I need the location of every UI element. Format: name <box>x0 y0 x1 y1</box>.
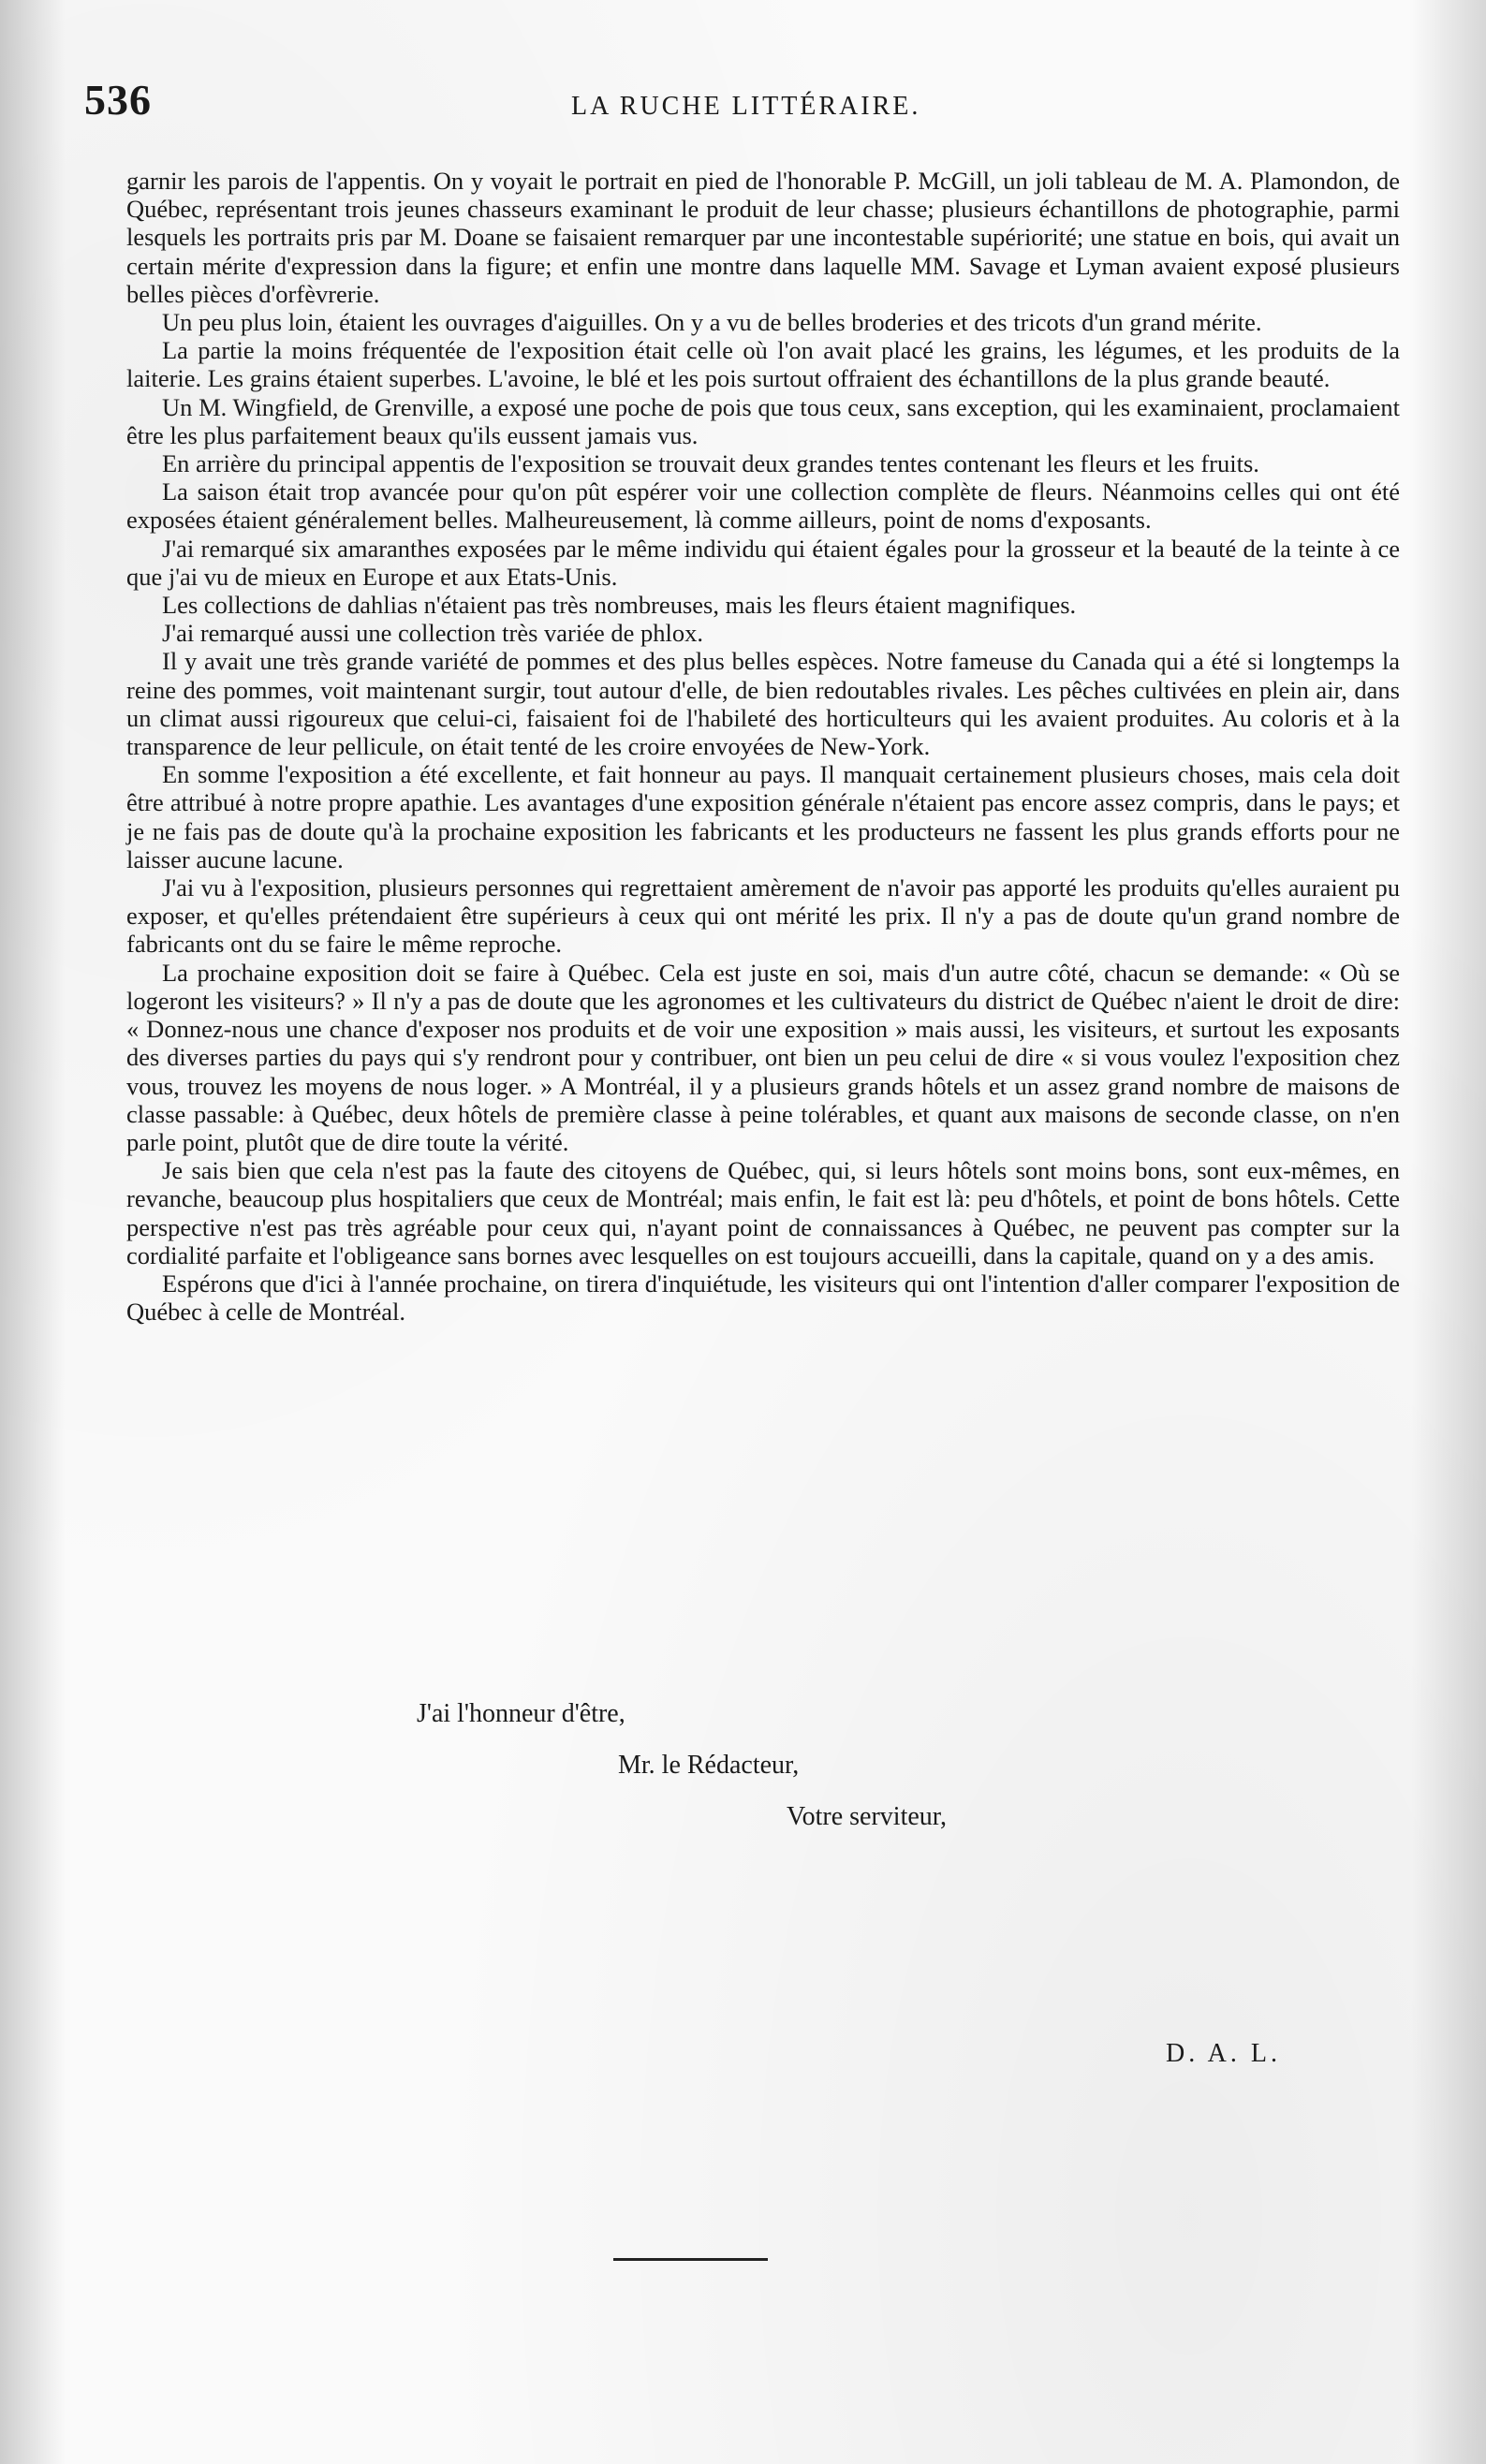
page-number: 536 <box>84 76 152 124</box>
paragraph: Un peu plus loin, étaient les ouvrages d'aiguilles. On y a vu de belles broderies et des tricots d'un grand mérite. <box>162 308 1262 337</box>
paragraph: En arrière du principal appentis de l'exposition se trouvait deux grandes tentes contenant les fleurs et les fruits. <box>162 449 1259 478</box>
paragraph: garnir les parois de l'appentis. On y voyait le portrait en pied de l'honorable P. McGill, un joli tableau de M. A. Plamondon, de Québec, représentant trois jeunes chasseurs examinant le produit de leur chasse; plusieurs échantillons de photographie, parmi lesquels les portraits pris par M. Doane se faisaient remarquer par une incontestable supériorité; une statue en bois, qui avait un certain mérite d'expression dans la figure; et enfin une montre dans laquelle MM. Savage et Lyman avaient exposé plusieurs belles pièces d'orfèvrerie. <box>126 167 1400 308</box>
closing-salutation: J'ai l'honneur d'être, <box>417 1699 625 1728</box>
paragraph: J'ai remarqué six amaranthes exposées par le même individu qui étaient égales pour la grosseur et la beauté de la teinte à ce que j'ai vu de mieux en Europe et aux Etats-Unis. <box>126 534 1400 591</box>
paragraph: Un M. Wingfield, de Grenville, a exposé une poche de pois que tous ceux, sans exception, qui les examinaient, proclamaient être les plus parfaitement beaux qu'ils eussent jamais vus. <box>126 392 1400 449</box>
scan-shadow-right <box>1411 0 1486 2464</box>
paragraph: J'ai remarqué aussi une collection très variée de phlox. <box>162 619 703 648</box>
paragraph: La partie la moins fréquentée de l'exposition était celle où l'on avait placé les grains, les légumes, et les produits de la laiterie. Les grains étaient superbes. L'avoine, le blé et les pois surtout offraient des échantillons de la plus grande beauté. <box>126 336 1400 393</box>
signature: D. A. L. <box>1166 2039 1281 2068</box>
closing-servant: Votre serviteur, <box>787 1802 947 1831</box>
scan-shadow-left <box>0 0 66 2464</box>
paragraph: J'ai vu à l'exposition, plusieurs personnes qui regrettaient amèrement de n'avoir pas apporté les produits qu'elles auraient pu exposer, et qu'elles prétendaient être supérieurs à ceux qui ont mérité les prix. Il n'y a pas de doute qu'un grand nombre de fabricants ont du se faire le même reproche. <box>126 873 1400 959</box>
section-divider <box>613 2258 768 2261</box>
paragraph: Je sais bien que cela n'est pas la faute des citoyens de Québec, qui, si leurs hôtels sont moins bons, sont eux-mêmes, en revanche, beaucoup plus hospitaliers que ceux de Montréal; mais enfin, le fait est là: peu d'hôtels, et point de bons hôtels. Cette perspective n'est pas très agréable pour ceux qui, n'ayant point de connaissances à Québec, ne peuvent pas compter sur la cordialité parfaite et l'obligeance sans bornes avec lesquelles on est toujours accueilli, dans la capitale, quand on y a des amis. <box>126 1156 1400 1269</box>
article-body <box>126 167 1400 1326</box>
paragraph: En somme l'exposition a été excellente, et fait honneur au pays. Il manquait certainement plusieurs choses, mais cela doit être attribué à notre propre apathie. Les avantages d'une exposition générale n'étaient pas encore assez compris, dans le pays; et je ne fais pas de doute qu'à la prochaine exposition les fabricants et les producteurs ne fassent les plus grands efforts pour ne laisser aucune lacune. <box>126 760 1400 873</box>
paragraph: Les collections de dahlias n'étaient pas très nombreuses, mais les fleurs étaient magnifiques. <box>162 591 1077 620</box>
page-header <box>84 75 1395 131</box>
paragraph: La saison était trop avancée pour qu'on pût espérer voir une collection complète de fleurs. Néanmoins celles qui ont été exposées étaient généralement belles. Malheureusement, là comme ailleurs, point de noms d'exposants. <box>126 477 1400 535</box>
paragraph: Il y avait une très grande variété de pommes et des plus belles espèces. Notre fameuse du Canada qui a été si longtemps la reine des pommes, voit maintenant surgir, tout autour d'elle, de bien redoutables rivales. Les pêches cultivées en plein air, dans un climat aussi rigoureux que celui-ci, faisaient foi de l'habileté des horticulteurs qui les avaient produites. Au coloris et à la transparence de leur pellicule, on était tenté de les croire envoyées de New-York. <box>126 647 1400 761</box>
paragraph: Espérons que d'ici à l'année prochaine, on tirera d'inquiétude, les visiteurs qui ont l'intention d'aller comparer l'exposition de Québec à celle de Montréal. <box>126 1269 1400 1327</box>
paragraph: La prochaine exposition doit se faire à Québec. Cela est juste en soi, mais d'un autre côté, chacun se demande: « Où se logeront les visiteurs? » Il n'y a pas de doute que les agronomes et les cultivateurs du district de Québec n'aient le droit de dire: « Donnez-nous une chance d'exposer nos produits et de voir une exposition » mais aussi, les visiteurs, et surtout les exposants des diverses parties du pays qui s'y rendront pour y contribuer, ont bien un peu celui de dire « si vous voulez l'exposition chez vous, trouvez les moyens de nous loger. » A Montréal, il y a plusieurs grands hôtels et un assez grand nombre de maisons de classe passable: à Québec, deux hôtels de première classe à peine tolérables, et quant aux maisons de seconde classe, on n'en parle point, plutôt que de dire toute la vérité. <box>126 958 1400 1156</box>
running-title: LA RUCHE LITTÉRAIRE. <box>571 92 921 121</box>
closing-addressee: Mr. le Rédacteur, <box>618 1751 800 1780</box>
